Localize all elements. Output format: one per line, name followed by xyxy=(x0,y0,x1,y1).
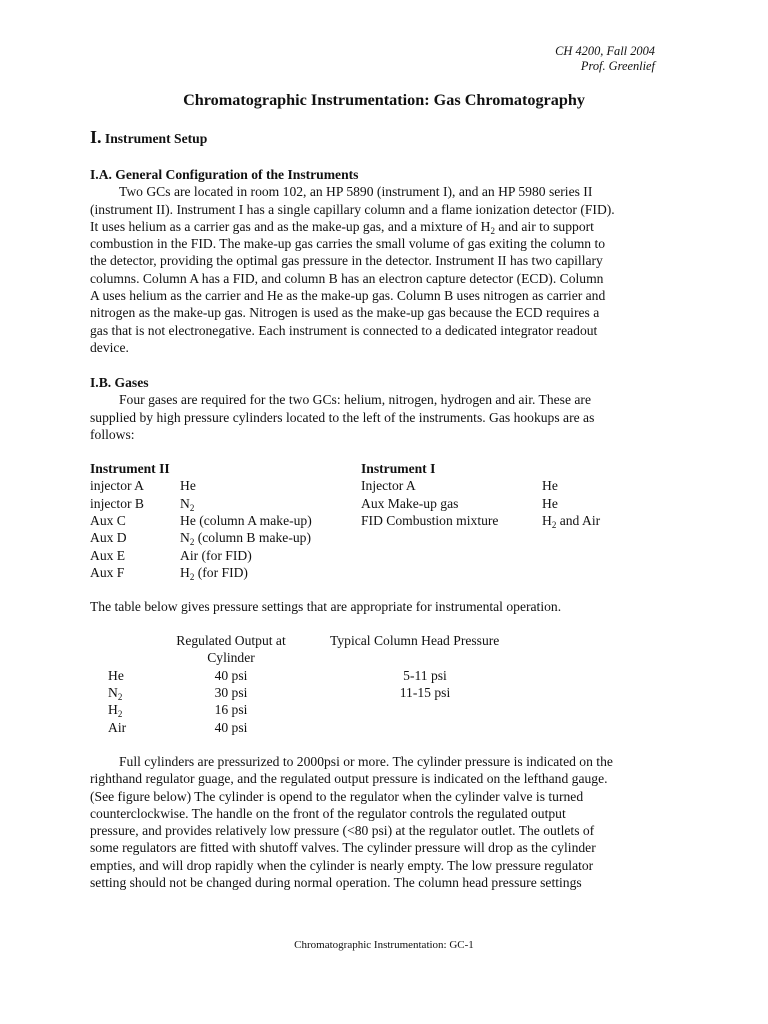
hookup-port: injector B xyxy=(90,495,144,511)
cylinder-paragraph xyxy=(90,753,680,891)
professor-name: Prof. Greenlief xyxy=(580,59,655,73)
table-row-gas: $H_2$ xyxy=(108,702,123,720)
table-row-gas: $N_2$ xyxy=(108,684,123,702)
section-ia-heading: I.A. General Configuration of the Instruments xyxy=(90,167,359,182)
cylinder-line-8: setting should not be changed during normal operation. The column head pressure settings xyxy=(90,875,582,891)
cylinder-line-5: pressure, and provides relatively low pressure (<80 psi) at the regulator outlet. The outlets of xyxy=(90,823,595,839)
hookup-gas: He xyxy=(542,495,558,511)
instrument-1-heading: Instrument I xyxy=(361,461,436,476)
hookup-gas: $H_2$ and Air xyxy=(542,512,601,530)
section-ia-line-8: nitrogen as the make-up gas. Nitrogen is used as the make-up gas because the ECD requires a xyxy=(90,305,600,321)
hookup-port: FID Combustion mixture xyxy=(361,512,499,528)
col-header-cylinder: Cylinder xyxy=(207,650,255,666)
hookup-gas: $H_2$ (for FID) xyxy=(180,564,248,582)
hookup-port: Aux D xyxy=(90,530,127,546)
section-ia-line-1: Two GCs are located in room 102, an HP 5890 (instrument I), and an HP 5980 series II xyxy=(119,184,593,200)
hookup-port: Injector A xyxy=(361,478,416,494)
hookup-port: Aux Make-up gas xyxy=(361,495,459,511)
pressure-intro: The table below gives pressure settings that are appropriate for instrumental operation. xyxy=(90,599,562,614)
hookup-gas: Air (for FID) xyxy=(180,547,252,563)
section-ib-line-3: follows: xyxy=(90,426,135,442)
cylinder-line-2: righthand regulator guage, and the regulated output pressure is indicated on the lefthand gauge. xyxy=(90,771,608,787)
table-row-output: 40 psi xyxy=(214,719,248,735)
section-ia-line-4: combustion in the FID. The make-up gas carries the small volume of gas exiting the column to xyxy=(90,236,606,252)
cylinder-line-1: Full cylinders are pressurized to 2000psi or more. The cylinder pressure is indicated on the xyxy=(119,754,613,769)
section-ib-line-1: Four gases are required for the two GCs: helium, nitrogen, hydrogen and air. These are xyxy=(119,392,591,408)
hookup-gas: He xyxy=(180,478,196,494)
hookup-gas: He (column A make-up) xyxy=(180,512,312,528)
course-code: CH 4200, Fall 2004 xyxy=(555,44,655,58)
table-row-output: 40 psi xyxy=(214,667,248,683)
course-header xyxy=(555,44,655,74)
hookup-gas: He xyxy=(542,478,558,494)
hookup-gas: $N_2$ xyxy=(180,495,195,513)
section-numeral: I. xyxy=(90,127,102,147)
hookup-port: Aux C xyxy=(90,512,126,528)
table-row-output: 16 psi xyxy=(214,702,248,718)
hookup-port: Aux E xyxy=(90,547,126,563)
section-heading-1 xyxy=(90,129,207,147)
col-header-head-pressure: Typical Column Head Pressure xyxy=(330,633,500,648)
page-footer: Chromatographic Instrumentation: GC-1 xyxy=(294,939,474,951)
hookup-port: injector A xyxy=(90,478,144,494)
pressure-table xyxy=(90,632,590,737)
section-ib xyxy=(90,374,680,443)
section-ib-line-2: supplied by high pressure cylinders located to the left of the instruments. Gas hookups are as xyxy=(90,409,595,425)
section-ia-line-6: columns. Column A has a FID, and column B has an electron capture detector (ECD). Column xyxy=(90,270,604,286)
section-ia-line-9: gas that is not electronegative. Each instrument is connected to a dedicated integrator readout xyxy=(90,322,598,338)
section-ia-line-3: It uses helium as a carrier gas and as the make-up gas, and a mixture of $H_2$ and air to support xyxy=(90,218,594,236)
cylinder-line-7: empties, and will drop rapidly when the cylinder is nearly empty. The low pressure regulator xyxy=(90,857,594,873)
section-title: Instrument Setup xyxy=(104,131,208,146)
gas-hookups-table xyxy=(90,460,690,585)
cylinder-line-4: counterclockwise. The handle on the front of the regulator controls the regulated output xyxy=(90,805,566,821)
table-row-output: 30 psi xyxy=(214,684,248,700)
section-ia-line-7: A uses helium as the carrier and He as the make-up gas. Column B uses nitrogen as carrier and xyxy=(90,288,606,304)
section-ia-line-5: the detector, providing the optimal gas pressure in the detector. Instrument II has two capillary xyxy=(90,253,603,269)
section-ia xyxy=(90,166,680,356)
cylinder-line-3: (See figure below) The cylinder is opend to the regulator when the cylinder valve is turned xyxy=(90,788,584,804)
page-title: Chromatographic Instrumentation: Gas Chromatography xyxy=(183,91,585,109)
instrument-2-heading: Instrument II xyxy=(90,461,170,476)
section-ib-heading: I.B. Gases xyxy=(90,375,149,390)
hookup-port: Aux F xyxy=(90,564,125,580)
cylinder-line-6: some regulators are fitted with shutoff valves. The cylinder pressure will drop as the cylinder xyxy=(90,840,596,856)
table-row-head: 11-15 psi xyxy=(399,684,451,700)
col-header-regulated-output: Regulated Output at xyxy=(176,633,286,648)
table-row-head: 5-11 psi xyxy=(403,667,447,683)
hookup-gas: $N_2$ (column B make-up) xyxy=(180,530,311,548)
table-row-gas: Air xyxy=(108,719,127,735)
section-ia-line-10: device. xyxy=(90,339,129,355)
table-row-gas: He xyxy=(108,667,124,683)
section-ia-line-2: (instrument II). Instrument I has a single capillary column and a flame ionization detector (FID). xyxy=(90,201,615,217)
